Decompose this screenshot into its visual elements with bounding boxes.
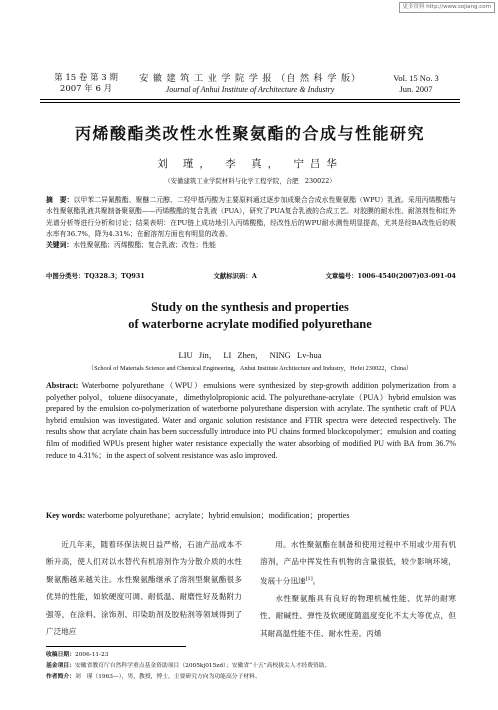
title-en: [40, 299, 460, 333]
footnote-author: [46, 672, 456, 682]
document-code: 文献标识码：A: [213, 272, 257, 280]
footnote-rule: [46, 646, 186, 647]
header-date-zh: 2007 年 6 月: [59, 84, 113, 94]
keywords-en-label: Key words:: [46, 511, 86, 520]
watermark: 更多资料 http://www.sojiang.com: [399, 2, 495, 13]
body-paragraph: 水性聚氨酯具有良好的物理机械性能、优异的耐寒性、耐碱性、弹性及软硬度随温度变化不太大等优点，但其耐高温性能不佳、耐水性差。丙烯: [260, 593, 456, 638]
footnote-author-label: 作者简介：: [46, 674, 75, 680]
authors-en: LIU Jin， LI Zhen， NING Lv-hua: [178, 350, 322, 360]
body-column-left: [46, 536, 242, 640]
clc-number: 中图分类号：TQ328.3；TQ931: [46, 272, 145, 280]
header-volume-en: Vol. 15 No. 3: [393, 73, 439, 83]
journal-name-en: Journal of Anhui Institute of Architecture & Industry: [165, 85, 335, 94]
keywords-zh-label: 关键词：: [46, 241, 74, 250]
body-column-right: [260, 536, 456, 642]
footnote-fund-text: 安徽省教育厅自然科学重点基金资助项目（2005kj015zd）；安徽省“十五”高校拔尖人才经费资助。: [75, 663, 331, 669]
footnote-author-text: 刘 瑾（1963—），男，教授，博士，主要研究方向为功能高分子材料。: [75, 674, 261, 680]
header-rule-thin: [40, 102, 460, 103]
title-zh: 丙烯酸酯类改性水性聚氨酯的合成与性能研究: [74, 124, 425, 143]
header-journal-block: [132, 73, 368, 95]
body-text: 。: [312, 576, 321, 586]
abstract-zh-label: 摘 要：: [46, 196, 74, 204]
authors-zh: 刘 瑾， 李 真， 宁吕华: [157, 158, 343, 170]
footnote-fund-label: 基金项目：: [46, 663, 75, 669]
title-en-line2: of waterborne acrylate modified polyurethane: [128, 317, 372, 331]
abstract-en: [46, 380, 456, 461]
classification-line: [46, 271, 456, 280]
header-issue-zh: 第 15 卷 第 3 期: [54, 73, 118, 83]
header-volume-block: [376, 73, 456, 95]
header-date-en: Jun. 2007: [399, 84, 433, 94]
article-number: 文章编号：1006-4540(2007)03-091-04: [325, 272, 456, 280]
abstract-zh: [46, 195, 456, 251]
abstract-en-text: Waterborne polyurethane（WPU）emulsions were synthesized by step-growth addition polymerization from a polyether polyol，toluene diisocyanate，dimethylolpropionic acid. The polyurethane-acrylate（PUA）hybrid emulsion was prepared by the emulsion co-polymerization of waterborne polyurethane dispersion with acrylate. The synthetic craft of PUA hybrid emulsion was investigated. Water and organic solution resistance and FTIR spectra were detected respectively. The results show that acrylate chain has been successfully introduce into PU chains formed blockcopolymer；emulsion and coating film of modified WPUs present higher water resistance expecially the water absorbing of modified PU with BA from 36.7% reduce to 4.31%；in the aspect of solvent resistance was aslo improved.: [46, 381, 456, 460]
footnote-fund: [46, 661, 456, 671]
body-text: 用。水性聚氨酯在制备和使用过程中不用或少用有机溶剂，产品中挥发性有机物的含量很低，较少影响环境，发展十分迅速: [260, 540, 456, 586]
footnote-received-text: 2006-11-23: [75, 652, 109, 658]
affiliation-zh: （安徽建筑工业学院材料与化学工程学院，合肥 230022）: [164, 177, 336, 185]
footnote-received: [46, 650, 456, 660]
keywords-en-text: waterborne polyurethane；acrylate；hybrid emulsion；modification；properties: [85, 511, 350, 520]
footnote-received-label: 收稿日期：: [46, 652, 75, 658]
body-paragraph: [260, 536, 456, 590]
abstract-zh-text: 以甲苯二异氰酸酯、聚醚二元醇、二羟甲基丙酸为主要原料通过逐步加成聚合合成水性聚氨酯（WPU）乳液。采用丙烯酸酯与水性聚氨酯乳液共聚制备聚氨酯——丙烯酸酯的复合乳液（PUA），研究了PUA复合乳液的合成工艺。对胶膜的耐水性、耐溶剂性和红外光谱分析等进行分析和讨论；结果表明：在PU链上成功地引入丙烯酸酯，经改性后的WPU耐水测性明显提高，尤其是经BA改性后的吸水率有36.7%，降为4.31%；在耐溶剂方面也有明显的改善。: [46, 196, 457, 238]
header-issue-block: [46, 73, 126, 95]
abstract-en-label: Abstract:: [46, 381, 79, 390]
title-en-line1: Study on the synthesis and properties: [151, 300, 349, 314]
body-paragraph: 近几年来，随着环保法规日益严格，石油产品成本不断升高，使人们对以水替代有机溶剂作为分散介质的水性聚氨酯越来越关注。水性聚氨酯继承了溶剂型聚氨酯很多优异的性能，如软硬度可调、耐低温、耐磨性好及黏附力强等，在涂料、涂饰剂、印染助剂及胶粘剂等领域得到了广泛地应: [46, 540, 242, 637]
citation-ref: [1]: [305, 575, 313, 582]
header-rule-thick: [40, 99, 460, 100]
keywords-zh-text: 水性聚氨酯；丙烯酸酯；复合乳液；改性；性能: [73, 241, 216, 250]
keywords-en: [46, 510, 456, 521]
journal-name-zh: 安 徽 建 筑 工 业 学 院 学 报 （自 然 科 学 版）: [139, 73, 361, 84]
affiliation-en: （School of Materials Science and Chemical Engineering，Anhui Institute Architecture and Industry，Hefei 230022，China）: [87, 365, 413, 372]
